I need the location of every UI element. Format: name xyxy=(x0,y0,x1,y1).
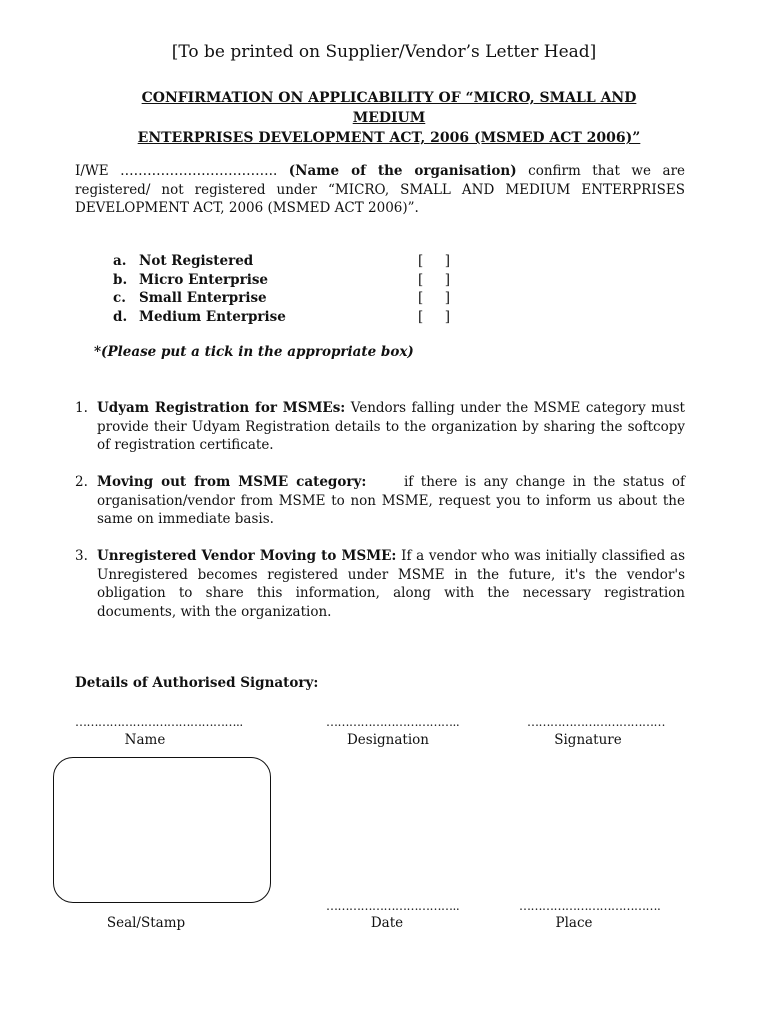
option-checkbox[interactable]: [ ] xyxy=(418,308,450,325)
term-heading: Unregistered Vendor Moving to MSME: xyxy=(97,548,397,564)
name-label: Name xyxy=(124,732,166,748)
option-label: Micro Enterprise xyxy=(139,271,269,288)
option-letter: a. xyxy=(113,253,127,269)
name-field-line[interactable]: …………………………………….. xyxy=(75,715,243,729)
intro-organisation-label: (Name of the organisation) xyxy=(288,163,517,179)
tick-instruction: *(Please put a tick in the appropriate box) xyxy=(94,344,414,360)
option-checkbox[interactable]: [ ] xyxy=(418,290,450,306)
option-letter: b. xyxy=(113,271,128,288)
designation-label: Designation xyxy=(346,732,429,748)
term-item xyxy=(75,547,685,621)
option-letter: c. xyxy=(113,290,126,306)
document-title xyxy=(110,88,668,148)
option-label: Small Enterprise xyxy=(139,290,267,306)
intro-rest: confirm that we are registered/ not registered under “MICRO, SMALL AND MEDIUM ENTERPRISES DEVELOPMENT ACT, 2006 (MSMED ACT 2006)”. xyxy=(75,163,686,216)
option-not-registered xyxy=(113,252,473,271)
seal-stamp-label: Seal/Stamp xyxy=(106,915,186,931)
option-label: Medium Enterprise xyxy=(139,308,286,325)
term-heading: Udyam Registration for MSMEs: xyxy=(97,400,346,416)
intro-prefix: I/WE …………………………….. xyxy=(75,163,289,179)
registration-options xyxy=(113,252,473,326)
letterhead-note: [To be printed on Supplier/Vendor’s Letter Head] xyxy=(171,42,597,62)
option-letter: d. xyxy=(113,308,128,325)
intro-paragraph xyxy=(75,162,685,218)
place-label: Place xyxy=(555,915,593,931)
option-micro-enterprise xyxy=(113,271,473,290)
date-label: Date xyxy=(370,915,404,931)
term-item xyxy=(75,399,685,455)
term-number: 3. xyxy=(75,548,88,564)
term-text: Vendors falling under the MSME category must provide their Udyam Registration details to the organization by sharing the softcopy of registration certificate. xyxy=(97,400,685,453)
designation-field-line[interactable]: …………………………….. xyxy=(326,715,460,729)
term-heading: Moving out from MSME category: xyxy=(97,474,367,490)
seal-stamp-box xyxy=(53,757,271,903)
term-text: if there is any change in the status of organisation/vendor from MSME to non MSME, request you to inform us about the same on immediate basis. xyxy=(97,474,690,527)
term-number: 2. xyxy=(75,474,88,490)
terms-list xyxy=(75,399,690,640)
document-title-line-2: ENTERPRISES DEVELOPMENT ACT, 2006 (MSMED ACT 2006)” xyxy=(137,130,641,146)
term-text: If a vendor who was initially classified as Unregistered becomes registered under MSME in the future, it's the vendor's obligation to share this information, along with the necessary registration documents, with the organization. xyxy=(97,548,686,620)
option-checkbox[interactable]: [ ] xyxy=(418,271,450,288)
place-field-line[interactable]: ………………………………. xyxy=(519,899,661,913)
term-number: 1. xyxy=(75,400,88,416)
option-label: Not Registered xyxy=(139,253,254,269)
option-small-enterprise xyxy=(113,289,473,308)
term-item xyxy=(75,473,690,529)
date-field-line[interactable]: …………………………….. xyxy=(326,899,460,913)
signatory-heading: Details of Authorised Signatory: xyxy=(75,675,319,691)
option-medium-enterprise xyxy=(113,308,473,327)
signature-label: Signature xyxy=(554,732,622,748)
signature-field-line[interactable]: ……………………………… xyxy=(527,715,665,729)
option-checkbox[interactable]: [ ] xyxy=(418,253,450,269)
document-title-line-1: CONFIRMATION ON APPLICABILITY OF “MICRO, SMALL AND MEDIUM xyxy=(141,90,637,126)
